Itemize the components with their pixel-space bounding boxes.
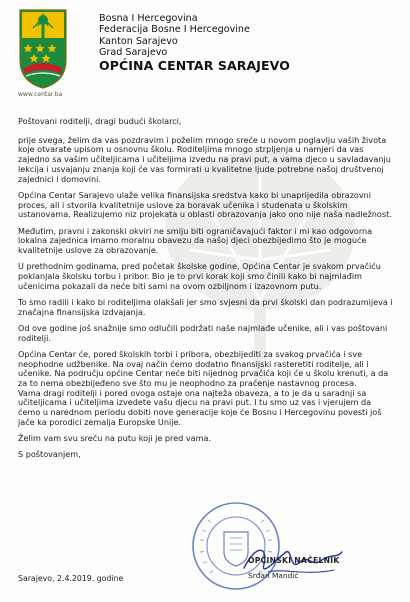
header-country: Bosna I Hercegovina — [99, 13, 198, 24]
letter-paragraph: prije svega, želim da vas pozdravim i poželim mnogo sreće u novom poglavlju vaših života koje otvarate upisom u osnovnu školu. Roditeljima mnogo strpljenja u namjeri da vas zajedno sa vašim učiteljicama i učiteljima izvedu na pravi put, a vama djeco u savladavanju lekcija i usvajanju znanja koji će vas formirati u kvalitetne ljude potrebne našoj društvenoj zajednici i domovini. — [18, 134, 391, 184]
header-canton: Kanton Sarajevo — [99, 35, 178, 47]
letterhead — [99, 13, 290, 73]
letter-closing: S poštovanjem, — [18, 449, 81, 460]
letter-date: Sarajevo, 2.4.2019. godine — [18, 574, 124, 583]
letter-paragraph: Od ove godine još snažnije smo odlučili podržati naše najmlađe učenike, ali i vas poštovani roditelji. — [18, 322, 388, 343]
letter-greeting: Poštovani roditelji, dragi budući školarci, — [18, 116, 182, 126]
letter-paragraph: Međutim, pravni i zakonski okviri ne smiju biti ograničavajući faktor i mi kao odgovorna lokalna zajednica imamo moralnu obavezu da našoj djeci obezbijedimo što je moguće kvalitetnije uslove za obrazovanje. — [18, 225, 373, 255]
letter-paragraph: To smo radili i kako bi roditeljima olakšali jer smo svjesni da prvi školski dan podrazumijeva i značajna finansijska izdvajanja. — [18, 296, 393, 317]
header-city: Grad Sarajevo — [99, 46, 168, 58]
letter-paragraph: Želim vam svu sreću na putu koji je pred vama. — [18, 433, 212, 444]
municipality-title: OPĆINA CENTAR SARAJEVO — [99, 58, 290, 74]
letter-paragraph: Općina Centar će, pored školskih torbi i pribora, obezbijediti za svakog prvačića i sve neophodne udžbenike. Na ovaj način ćemo dodatno finansijski rasteretiti roditelje, ali i učenike. Na području općine Centar neće biti nijednog prvačića koji će u školu krenuti, a da za to nema obezbijeđeno sve što mu je neophodno za praćenje nastavnog procesa. Vama dragi roditelji i pored ovoga ostaje ona najteža obaveza, a to je da u saradnji sa učiteljicama i učiteljima izvedete vašu djecu na pravi put. I tu smo uz vas i vjerujem da ćemo u narednom periodu dobiti nove generacije koje će Bosnu i Hercegovinu povesti još jače ka porodici zemalja Europske Unije. — [18, 348, 389, 427]
letter-body — [18, 117, 394, 467]
letter-paragraph: Općina Centar Sarajevo ulaže velika finansijska sredstva kako bi unaprijedila obrazovni proces, ali i stvorila kvalitetnije uslove za boravak učenika i studenata u školskim ustanovama. Realizujemo niz projekata u oblasti obrazovanja jako ono nije naša nadležnost. — [18, 189, 392, 220]
municipality-crest-icon — [18, 8, 68, 90]
letter-paragraph: U prethodnim godinama, pred početak školske godine, Općina Centar je svakom prvačiću poklanjala školsku torbu i pribor. Bio je to prvi korak koji smo činili kako bi najmlađim učenicima pokazali da neće biti sami na ovom ozbiljnom i izazovnom putu. — [18, 261, 381, 291]
header-federation: Federacija Bosne I Hercegovine — [99, 24, 250, 36]
website-url: www.centar.ba — [18, 91, 63, 98]
signatory-name: Srđan Mandić — [248, 571, 299, 580]
signatory-title: OPĆINSKI NAČELNIK — [248, 556, 340, 565]
